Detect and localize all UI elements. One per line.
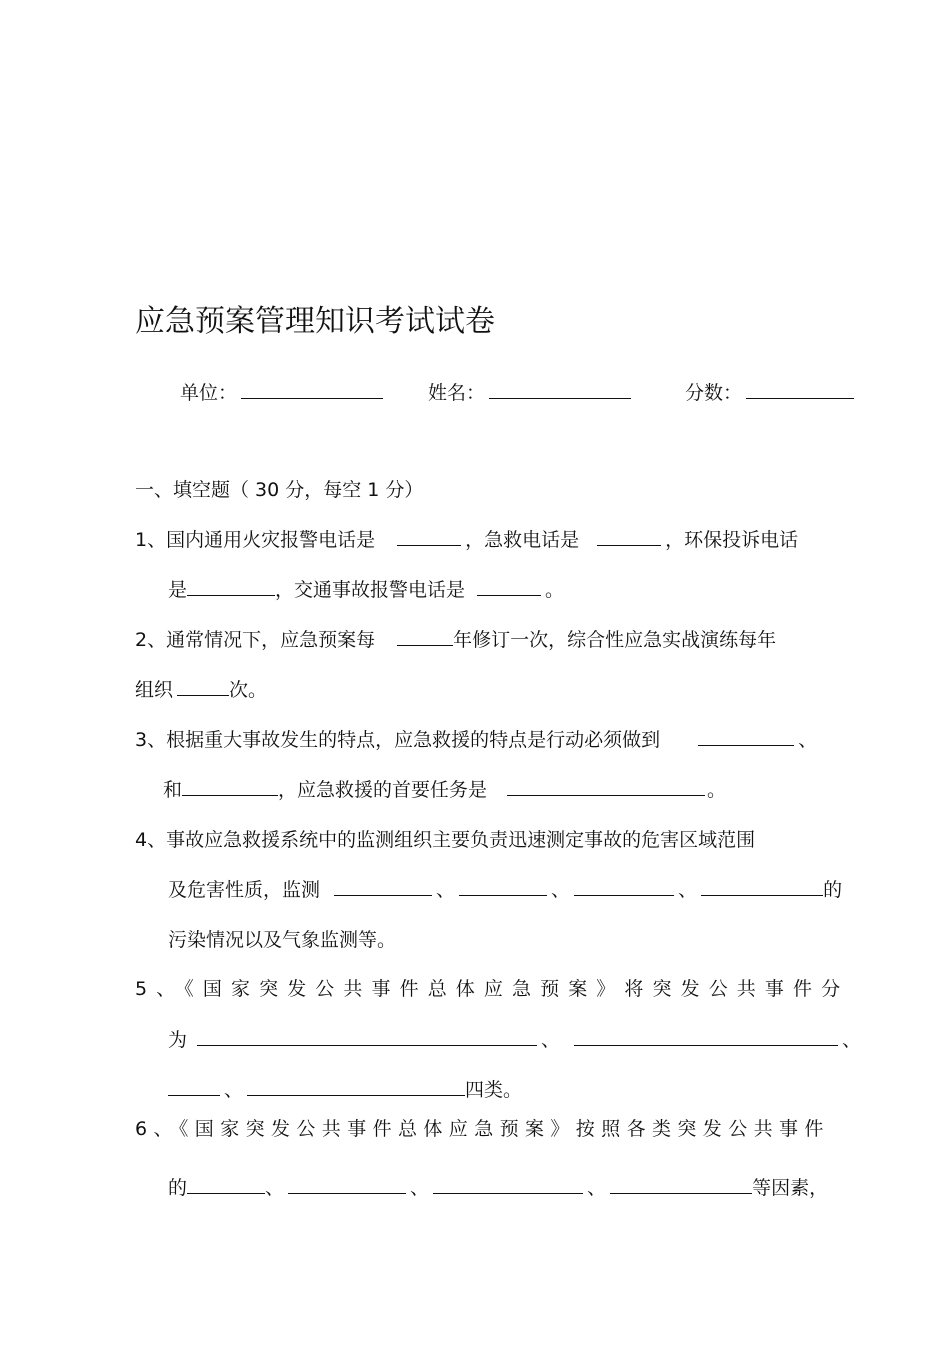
- question-5-line-1: 5、《国家突发公共事件总体应急预案》将突发公共事件分: [135, 978, 850, 1000]
- score-label: 分数：: [685, 382, 743, 404]
- unit-blank[interactable]: [241, 380, 383, 399]
- q2-text-d: 次。: [229, 679, 268, 701]
- q5-text-e: 、: [224, 1079, 244, 1101]
- question-2-line-1: [135, 627, 776, 653]
- unit-label: 单位：: [180, 382, 238, 404]
- question-5-line-2: [168, 1027, 861, 1053]
- q1-text-d: 是: [168, 579, 188, 601]
- question-3-line-1: [135, 727, 817, 753]
- q4-text-c: 、: [436, 879, 456, 901]
- q1-blank-fire[interactable]: [397, 527, 461, 546]
- q4-blank-4[interactable]: [701, 877, 823, 896]
- q5-text-b: 为: [168, 1029, 188, 1051]
- question-5-line-3: [168, 1077, 522, 1103]
- q3-text-b: 、: [798, 729, 818, 751]
- question-4-line-3: 污染情况以及气象监测等。: [168, 929, 397, 951]
- q1-blank-env[interactable]: [187, 577, 275, 596]
- q4-blank-1[interactable]: [334, 877, 432, 896]
- q6-text-e: 、: [587, 1177, 607, 1199]
- q5-blank-1[interactable]: [197, 1027, 537, 1046]
- q1-text-a: 1、国内通用火灾报警电话是: [135, 529, 376, 551]
- q6-text-c: 、: [265, 1177, 285, 1199]
- section-heading: 一、填空题（ 30 分，每空 1 分）: [135, 479, 424, 501]
- q4-blank-2[interactable]: [459, 877, 547, 896]
- q3-text-e: 。: [707, 779, 727, 801]
- q6-text-b: 的: [168, 1177, 188, 1199]
- q6-blank-1[interactable]: [187, 1175, 265, 1194]
- question-1-line-1: [135, 527, 798, 553]
- q5-text-c: 、: [541, 1029, 561, 1051]
- q5-blank-4[interactable]: [247, 1077, 465, 1096]
- q2-text-b: 年修订一次，综合性应急实战演练每年: [453, 629, 777, 651]
- question-1-line-2: [168, 577, 564, 603]
- score-field: [685, 378, 858, 405]
- q5-blank-2[interactable]: [574, 1027, 838, 1046]
- q6-blank-4[interactable]: [610, 1175, 752, 1194]
- q6-text-d: 、: [410, 1177, 430, 1199]
- q2-blank-times[interactable]: [177, 677, 229, 696]
- page-title: 应急预案管理知识考试试卷: [135, 304, 495, 339]
- q3-text-c: 和: [163, 779, 183, 801]
- q3-text-d: ，应急救援的首要任务是: [278, 779, 488, 801]
- q4-text-e: 、: [678, 879, 698, 901]
- q3-blank-3[interactable]: [507, 777, 705, 796]
- q1-blank-emergency[interactable]: [597, 527, 661, 546]
- question-6-line-1: 6、《国家突发公共事件总体应急预案》按照各类突发公共事件: [135, 1118, 830, 1140]
- q3-text-a: 3、根据重大事故发生的特点，应急救援的特点是行动必须做到: [135, 729, 661, 751]
- unit-field: [180, 378, 387, 405]
- q6-blank-2[interactable]: [288, 1175, 406, 1194]
- q1-blank-traffic[interactable]: [477, 577, 541, 596]
- question-6-line-2: [168, 1175, 828, 1201]
- question-2-line-2: [135, 677, 267, 703]
- q1-text-c: ，环保投诉电话: [665, 529, 799, 551]
- name-label: 姓名：: [428, 382, 486, 404]
- q3-blank-1[interactable]: [698, 727, 794, 746]
- q1-text-f: 。: [545, 579, 565, 601]
- q4-text-b: 及危害性质，监测: [168, 879, 321, 901]
- name-field: [428, 378, 635, 405]
- q5-text-f: 四类。: [465, 1079, 523, 1101]
- q4-text-d: 、: [551, 879, 571, 901]
- q4-blank-3[interactable]: [574, 877, 674, 896]
- q4-text-f: 的: [823, 879, 843, 901]
- q5-blank-3[interactable]: [168, 1077, 220, 1096]
- q2-text-a: 2、通常情况下，应急预案每: [135, 629, 376, 651]
- q6-blank-3[interactable]: [433, 1175, 583, 1194]
- name-blank[interactable]: [489, 380, 631, 399]
- score-blank[interactable]: [746, 380, 854, 399]
- question-4-line-1: 4、事故应急救援系统中的监测组织主要负责迅速测定事故的危害区域范围: [135, 829, 756, 851]
- q2-blank-years[interactable]: [397, 627, 453, 646]
- q6-text-f: 等因素，: [752, 1177, 829, 1199]
- question-4-line-2: [168, 877, 842, 903]
- q3-blank-2[interactable]: [182, 777, 278, 796]
- q1-text-e: ，交通事故报警电话是: [275, 579, 466, 601]
- q2-text-c: 组织: [135, 679, 174, 701]
- question-3-line-2: [163, 777, 726, 803]
- q5-text-d: 、: [842, 1029, 862, 1051]
- q1-text-b: ，急救电话是: [465, 529, 580, 551]
